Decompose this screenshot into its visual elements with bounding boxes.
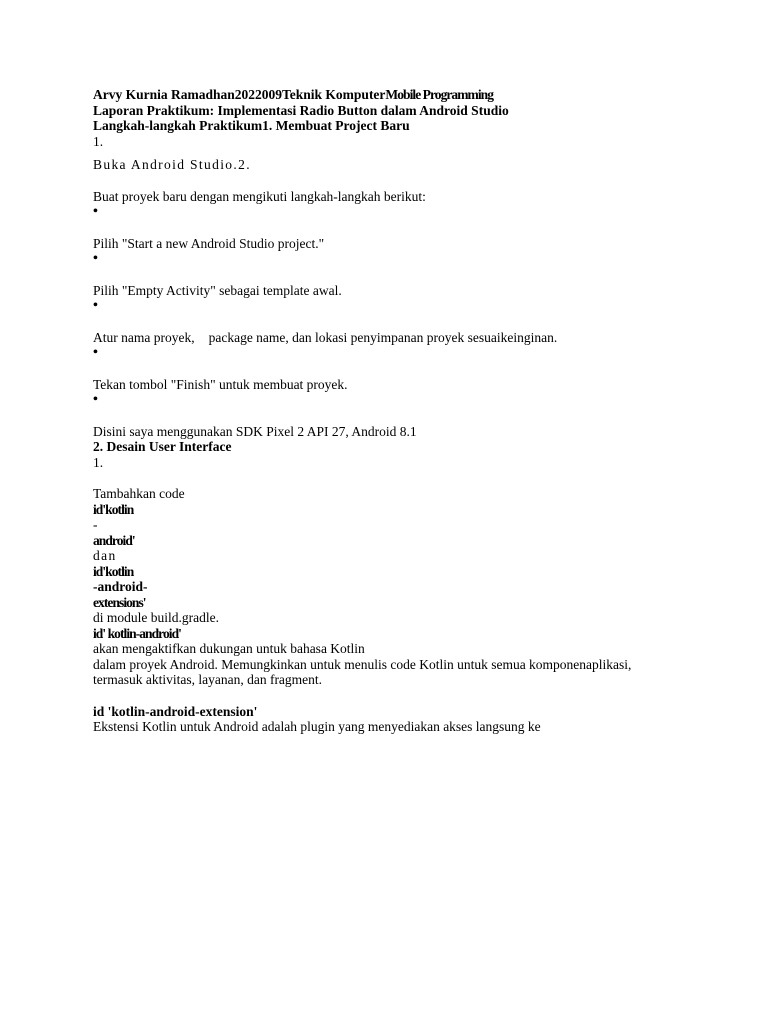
extension-title: id 'kotlin-android-extension' xyxy=(93,703,258,719)
section2-title: 2. Desain User Interface xyxy=(93,439,232,454)
bullet: • xyxy=(93,392,98,407)
report-title: Laporan Praktikum: Implementasi Radio Button dalam Android Studio xyxy=(93,102,509,118)
step-start-project: Pilih "Start a new Android Studio project." xyxy=(93,235,325,251)
module-text: di module build.gradle. xyxy=(93,610,219,625)
step-project-name xyxy=(93,330,733,346)
steps-heading: Langkah-langkah Praktikum1. Membuat Project Baru xyxy=(93,118,410,133)
code-kotlin-b: id'kotlin xyxy=(93,563,134,579)
bullet: • xyxy=(93,345,98,360)
sdk-note: Disini saya menggunakan SDK Pixel 2 API 27, Android 8.1 xyxy=(93,423,417,439)
extension-desc: Ekstensi Kotlin untuk Android adalah plugin yang menyediakan akses langsung ke xyxy=(93,719,541,734)
step-number: 1. xyxy=(93,133,104,149)
code-android: android' xyxy=(93,532,135,548)
code-android-dash: -android- xyxy=(93,579,148,594)
kotlin-desc-2: dalam proyek Android. Memungkinkan untuk menulis code Kotlin untuk semua komponenaplikasi, xyxy=(93,656,632,672)
step-empty-activity: Pilih "Empty Activity" sebagai template awal. xyxy=(93,282,342,298)
step-project-name-a: Atur nama proyek, xyxy=(93,329,195,345)
bullet: • xyxy=(93,298,98,313)
create-project-intro: Buat proyek baru dengan mengikuti langkah-langkah berikut: xyxy=(93,188,426,204)
step-number: 1. xyxy=(93,454,104,470)
bullet: • xyxy=(93,204,98,219)
code-extensions: extensions' xyxy=(93,594,146,610)
document-page xyxy=(93,87,733,735)
add-code-text: Tambahkan code xyxy=(93,486,185,501)
code-kotlin-a: id'kotlin xyxy=(93,501,134,517)
kotlin-desc-3: termasuk aktivitas, layanan, dan fragment. xyxy=(93,672,323,687)
open-android-studio-text: Buka Android Studio.2. xyxy=(93,157,251,172)
course-name: Mobile Programming xyxy=(385,87,494,102)
author-info: Arvy Kurnia Ramadhan2022009Teknik Komputer xyxy=(93,87,386,102)
step-finish: Tekan tombol "Finish" untuk membuat proyek. xyxy=(93,376,348,392)
code-kotlin-android: id' kotlin-android' xyxy=(93,625,181,641)
step-project-name-b: package name, dan lokasi penyimpanan proyek sesuaikeinginan. xyxy=(208,329,558,345)
author-line xyxy=(93,87,733,103)
and-text: dan xyxy=(93,548,117,563)
bullet: • xyxy=(93,251,98,266)
kotlin-desc-1: akan mengaktifkan dukungan untuk bahasa Kotlin xyxy=(93,641,365,656)
code-dash: - xyxy=(93,517,98,532)
